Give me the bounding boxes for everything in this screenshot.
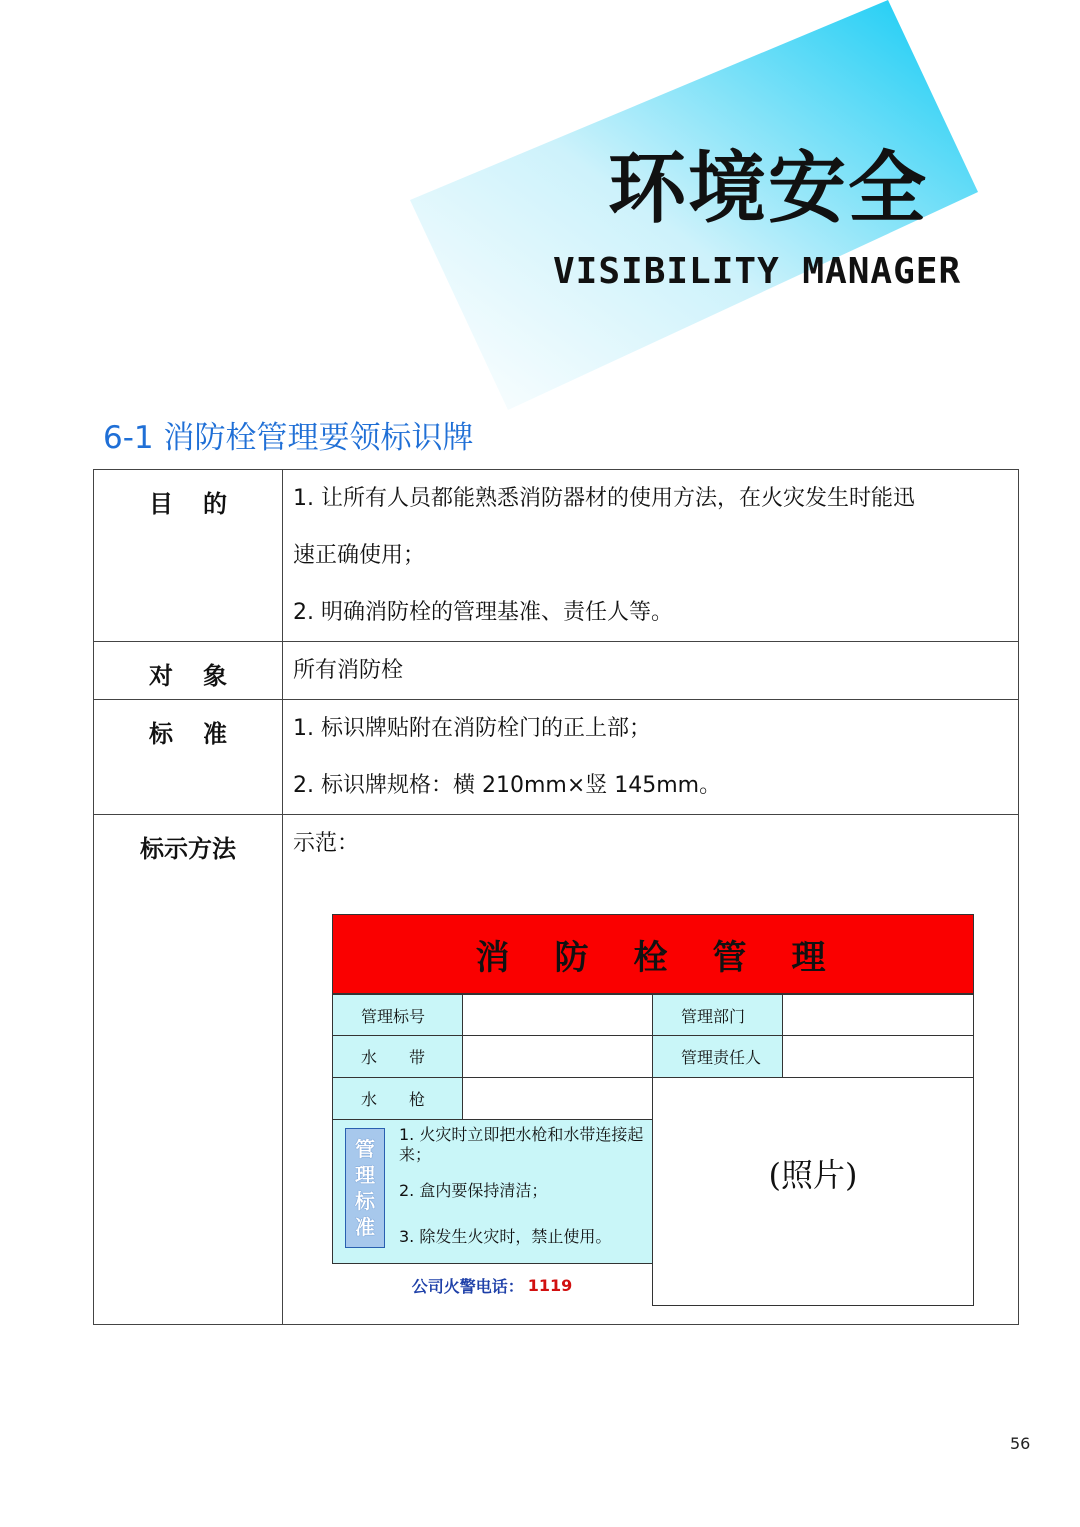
field-label-mgmt-no: 管理标号 xyxy=(332,994,463,1036)
table-row xyxy=(94,642,1019,700)
field-label-dept: 管理部门 xyxy=(652,994,783,1036)
page-number: 56 xyxy=(1010,1434,1031,1453)
field-value-dept xyxy=(782,994,974,1036)
text-line: 2. 标识牌规格：横 210mm×竖 145mm。 xyxy=(293,773,722,798)
sign-title: 消防栓管理 xyxy=(332,914,974,994)
text-line: 2. 明确消防栓的管理基准、责任人等。 xyxy=(293,600,673,625)
row-label: 标准 xyxy=(94,700,283,815)
text-line: 所有消防栓 xyxy=(293,658,404,683)
section-title: 6-1 消防栓管理要领标识牌 xyxy=(103,420,474,456)
photo-placeholder: (照片) xyxy=(652,1077,974,1306)
row-label: 对象 xyxy=(94,642,283,700)
rule-item: 1. 火灾时立即把水枪和水带连接起来； xyxy=(399,1125,644,1164)
page-title: 环境安全 xyxy=(608,143,929,234)
field-value-hose xyxy=(462,1035,653,1078)
fire-phone-label: 公司火警电话： xyxy=(411,1276,524,1296)
row-value xyxy=(283,642,1019,700)
rule-item: 2. 盒内要保持清洁； xyxy=(399,1181,548,1200)
row-label: 标示方法 xyxy=(94,815,283,1325)
page-subtitle: VISIBILITY MANAGER xyxy=(553,251,962,292)
table-row xyxy=(94,470,1019,642)
hydrant-sign-sample xyxy=(332,914,974,1306)
text-line: 速正确使用； xyxy=(293,543,426,568)
row-value xyxy=(283,470,1019,642)
rules-panel xyxy=(332,1119,653,1264)
text-line: 1. 让所有人员都能熟悉消防器材的使用方法，在火灾发生时能迅 xyxy=(293,486,915,511)
table-row xyxy=(94,700,1019,815)
row-value xyxy=(283,700,1019,815)
field-value-owner xyxy=(782,1035,974,1078)
field-label-nozzle: 水 枪 xyxy=(332,1077,463,1120)
rules-list xyxy=(399,1125,651,1247)
text-line: 示范： xyxy=(293,831,360,856)
field-label-hose: 水 带 xyxy=(332,1035,463,1078)
text-line: 1. 标识牌贴附在消防栓门的正上部； xyxy=(293,716,651,741)
rules-label-vertical: 管 理 标 准 xyxy=(345,1128,385,1248)
fire-phone-number: 1119 xyxy=(527,1275,573,1295)
field-value-nozzle xyxy=(462,1077,653,1120)
field-value-mgmt-no xyxy=(462,994,653,1036)
row-label: 目的 xyxy=(94,470,283,642)
rule-item: 3. 除发生火灾时，禁止使用。 xyxy=(399,1227,612,1246)
fire-phone xyxy=(332,1263,653,1306)
field-label-owner: 管理责任人 xyxy=(652,1035,783,1078)
